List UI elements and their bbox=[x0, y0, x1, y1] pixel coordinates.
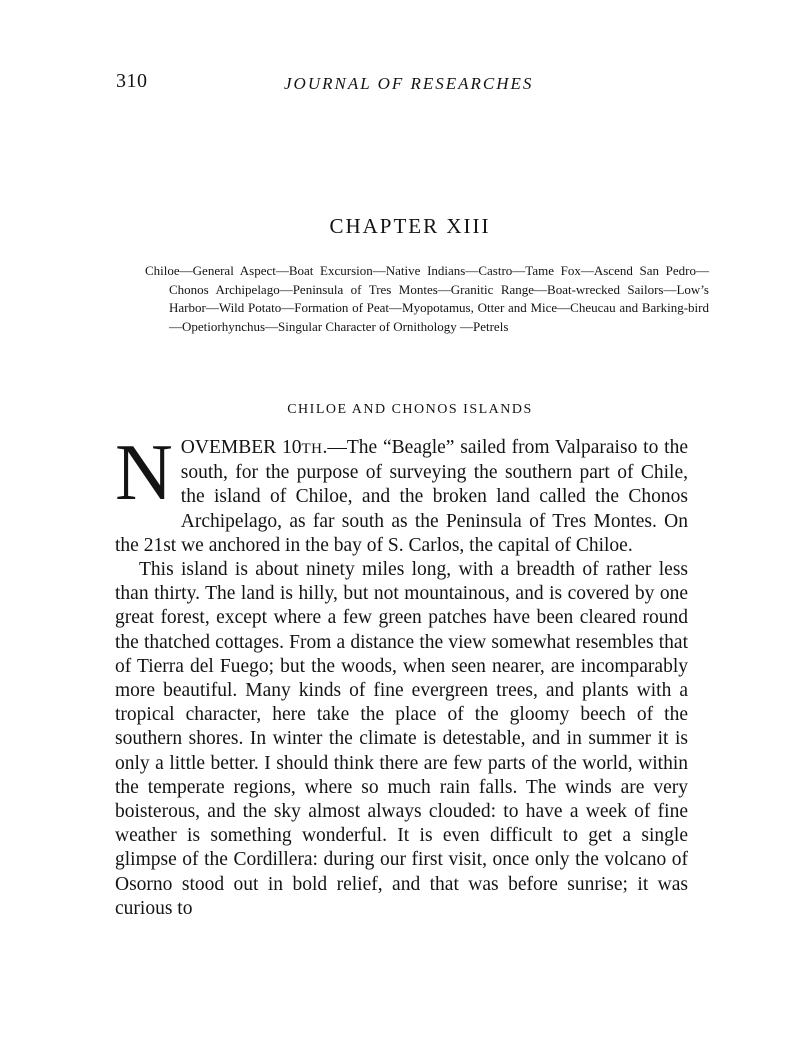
paragraph-1-text: .—The “Beagle” sailed from Valparaiso to the south, for the purpose of surveying the southern part of Chile, the island of Chiloe, and the broken land called the Chonos Archipelago, as far south as the Peninsula of Tres Montes. On the 21st we anchored in the bay of S. Carlos, the capital of Chiloe. bbox=[115, 437, 688, 556]
section-heading: CHILOE AND CHONOS ISLANDS bbox=[287, 402, 533, 417]
paragraph-2: This island is about ninety miles long, with a breadth of rather less than thirty. The land is hilly, but not mountainous, and is covered by one great forest, except where a few green patches have been cleared round the thatched cottages. From a distance the view somewhat resembles that of Tierra del Fuego; but the woods, when seen nearer, are incomparably more beautiful. Many kinds of fine evergreen trees, and plants with a tropical character, here take the place of the gloomy beech of the southern shores. In winter the climate is detestable, and in summer it is only a little better. I should think there are few parts of the world, within the temperate regions, where so much rain falls. The winds are very boisterous, and the sky almost always clouded: to have a week of fine weather is something wonderful. It is even difficult to get a single glimpse of the Cordillera: during our first visit, once only the volcano of Osorno stood out in bold relief, and that was before sunrise; it was curious to bbox=[115, 559, 688, 919]
paragraph-1 bbox=[115, 429, 688, 558]
running-head bbox=[116, 70, 696, 100]
body-text bbox=[115, 429, 688, 921]
chapter-synopsis: Chiloe—General Aspect—Boat Excursion—Native Indians—Castro—Tame Fox—Ascend San Pedro—Chonos Archipelago—Peninsula of Tres Montes—Granitic Range—Boat-wrecked Sailors—Low’s Harbor—Wild Potato—Formation of Peat—Myopotamus, Otter and Mice—Cheucau and Barking-bird—Opetiorhynchus—Singular Character of Ornithology —Petrels bbox=[145, 263, 709, 334]
running-title: JOURNAL OF RESEARCHES bbox=[284, 74, 534, 93]
drop-cap: N bbox=[115, 429, 173, 517]
opening-caps: OVEMBER 10 bbox=[180, 437, 302, 458]
page-number: 310 bbox=[116, 70, 148, 92]
chapter-heading: CHAPTER XIII bbox=[329, 214, 491, 238]
opening-smallcaps: TH bbox=[301, 441, 323, 457]
